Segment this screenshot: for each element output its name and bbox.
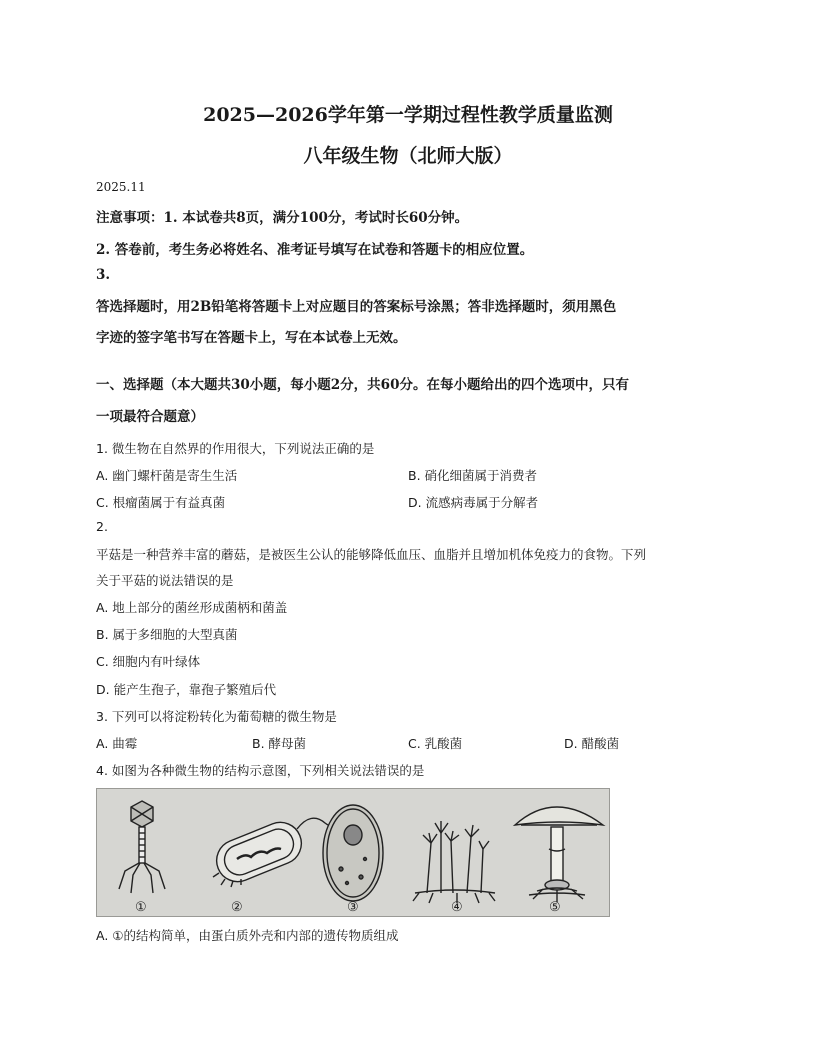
microorganism-figure (96, 788, 610, 917)
q3-option-d: D. 醋酸菌 (564, 736, 620, 751)
q3-option-b: B. 酵母菌 (252, 736, 307, 751)
section-heading-line2: 一项最符合题意） (96, 409, 204, 425)
figure-label-4: ④ (451, 900, 463, 915)
q4-option-a: A. ①的结构简单，由蛋白质外壳和内部的遗传物质组成 (96, 928, 399, 943)
note-2: 2. 答卷前，考生务必将姓名、准考证号填写在试卷和答题卡的相应位置。 (96, 242, 534, 258)
q2-option-c: C. 细胞内有叶绿体 (96, 654, 201, 669)
note-3-line1: 答选择题时，用2B铅笔将答题卡上对应题目的答案标号涂黑；答非选择题时，须用黑色 (96, 299, 617, 315)
note-1: 注意事项：1. 本试卷共8页，满分100分，考试时长60分钟。 (96, 210, 469, 226)
q2-number: 2. (96, 519, 108, 534)
note-3-number: 3. (96, 267, 111, 283)
q2-stem-line1: 平菇是一种营养丰富的蘑菇，是被医生公认的能够降低血压、血脂并且增加机体免疫力的食物。下列 (96, 547, 647, 562)
figure-label-1: ① (135, 900, 147, 915)
q2-option-a: A. 地上部分的菌丝形成菌柄和菌盖 (96, 600, 288, 615)
q1-option-b: B. 硝化细菌属于消费者 (408, 468, 538, 483)
q3-option-a: A. 曲霉 (96, 736, 138, 751)
q2-option-d: D. 能产生孢子，靠孢子繁殖后代 (96, 682, 277, 697)
note-3-line2: 字迹的签字笔书写在答题卡上，写在本试卷上无效。 (96, 330, 407, 346)
q1-stem: 1. 微生物在自然界的作用很大，下列说法正确的是 (96, 441, 375, 456)
mushroom-drawing (515, 807, 603, 902)
yeast-cell-drawing (323, 805, 383, 901)
q1-option-c: C. 根瘤菌属于有益真菌 (96, 495, 226, 510)
q1-option-d: D. 流感病毒属于分解者 (408, 495, 539, 510)
mold-drawing (413, 821, 495, 903)
q4-stem: 4. 如图为各种微生物的结构示意图，下列相关说法错误的是 (96, 763, 425, 778)
section-heading-line1: 一、选择题（本大题共30小题，每小题2分，共60分。在每小题给出的四个选项中，只有 (96, 377, 629, 393)
bacteriophage-drawing (119, 801, 165, 893)
figure-label-3: ③ (347, 900, 359, 915)
q2-option-b: B. 属于多细胞的大型真菌 (96, 627, 238, 642)
q1-option-a: A. 幽门螺杆菌是寄生生活 (96, 468, 238, 483)
q3-option-c: C. 乳酸菌 (408, 736, 463, 751)
q3-stem: 3. 下列可以将淀粉转化为葡萄糖的微生物是 (96, 709, 337, 724)
figure-label-5: ⑤ (549, 900, 561, 915)
exam-date: 2025.11 (96, 180, 146, 194)
page-subtitle: 八年级生物（北师大版） (303, 145, 513, 167)
page-title: 2025—2026学年第一学期过程性教学质量监测 (203, 104, 613, 126)
q2-stem-line2: 关于平菇的说法错误的是 (96, 573, 234, 588)
figure-label-2: ② (231, 900, 243, 915)
